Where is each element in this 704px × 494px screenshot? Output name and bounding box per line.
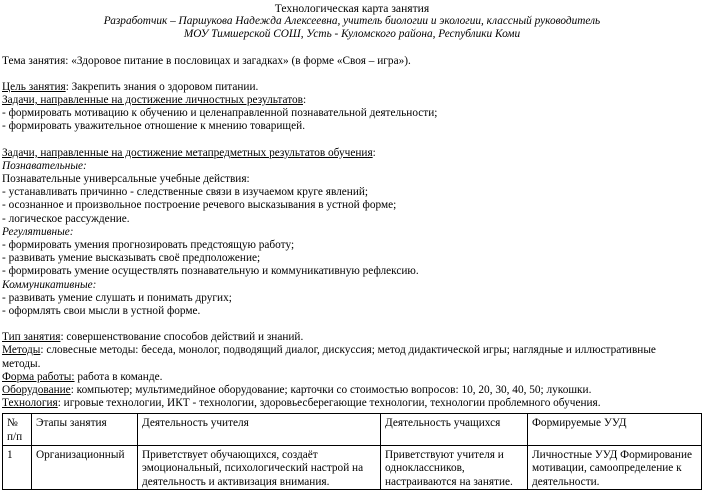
spacer — [2, 68, 702, 81]
technology-label: Технология — [2, 397, 58, 410]
header-num: № п/п — [3, 414, 32, 445]
personal-item: - формировать мотивацию к обучению и целенаправленной познавательной деятельности; — [2, 107, 438, 120]
regulatory-item: - формировать умение осуществлять познавательную и коммуникативную рефлексию. — [2, 265, 419, 278]
goal-label: Цель занятия — [2, 80, 66, 93]
regulatory-item: - развивать умение высказывать своё предположение; — [2, 252, 261, 265]
table-header-row — [3, 414, 702, 445]
meta-heading — [2, 147, 702, 160]
cognitive-item: - осознанное и произвольное построение речевого высказывания в устной форме; — [2, 199, 397, 212]
personal-item: - формировать уважительное отношение к мнению товарищей. — [2, 120, 306, 133]
goal-line — [2, 81, 702, 94]
table-row — [3, 445, 702, 490]
cell-stage: Организационный — [32, 445, 138, 490]
lesson-type-line — [2, 331, 702, 344]
personal-label: Задачи, направленные на достижение личностных результатов — [2, 94, 303, 107]
topic-text: «Здоровое питание в пословицах и загадках» (в форме «Своя – игра»). — [71, 54, 411, 67]
cell-teacher: Приветствует обучающихся, создаёт эмоциональный, психологический настрой на деятельность и активизация внимания. — [138, 445, 381, 490]
developer-line: Разработчик – Паршукова Надежда Алексеевна, учитель биологии и экологии, классный руководитель — [103, 15, 601, 28]
equipment-line — [2, 384, 702, 397]
spacer — [2, 42, 702, 55]
document-title: Технологическая карта занятия — [274, 2, 430, 15]
lesson-stages-table — [2, 413, 702, 490]
regulatory-item: - формировать умения прогнозировать предстоящую работу; — [2, 239, 295, 252]
personal-colon: : — [303, 94, 307, 107]
header-uud: Формируемые УУД — [528, 414, 702, 445]
technology-text: : игровые технологии, ИКТ - технологии, здоровьесберегающие технологии, технологии проблемного обучения. — [57, 397, 601, 410]
spacer — [2, 134, 702, 147]
work-form-text: работа в команде. — [74, 370, 163, 383]
methods-line-cont: методы. — [2, 357, 41, 370]
header-students: Деятельность учащихся — [381, 414, 528, 445]
cell-num: 1 — [3, 445, 32, 490]
spacer — [2, 318, 702, 331]
header-teacher: Деятельность учителя — [138, 414, 381, 445]
cognitive-item: - логическое рассуждение. — [2, 212, 130, 225]
cognitive-heading: Познавательные: — [2, 159, 87, 172]
meta-colon: : — [372, 146, 376, 159]
meta-label: Задачи, направленные на достижение метапредметных результатов обучения — [2, 146, 373, 159]
personal-heading — [2, 94, 702, 107]
topic-line — [2, 55, 702, 68]
cell-students: Приветствуют учителя и одноклассников, настраиваются на занятие. — [381, 445, 528, 490]
communicative-item: - развивать умение слушать и понимать других; — [2, 291, 232, 304]
equipment-text: : компьютер; мультимедийное оборудование; карточки со стоимостью вопросов: 10, 20, 30, 40, 50; лукошки. — [70, 384, 592, 397]
communicative-heading: Коммуникативные: — [2, 278, 97, 291]
school-line: МОУ Тимшерской СОШ, Усть - Куломского района, Республики Коми — [183, 28, 521, 41]
equipment-label: Оборудование — [2, 384, 71, 397]
regulatory-heading: Регулятивные: — [2, 225, 74, 238]
work-form-label: Форма работы: — [2, 370, 75, 383]
document-page — [2, 2, 702, 490]
cognitive-intro: Познавательные универсальные учебные действия: — [2, 173, 250, 186]
lesson-type-label: Тип занятия — [2, 331, 61, 344]
goal-text: : Закрепить знания о здоровом питании. — [65, 80, 259, 93]
communicative-item: - оформлять свои мысли в устной форме. — [2, 305, 201, 318]
technology-line — [2, 397, 702, 410]
methods-line — [2, 344, 702, 357]
cognitive-item: - устанавливать причинно - следственные связи в изучаемом круге явлений; — [2, 186, 369, 199]
header-stage: Этапы занятия — [32, 414, 138, 445]
work-form-line — [2, 371, 702, 384]
methods-label: Методы — [2, 344, 41, 357]
methods-text: : словесные методы: беседа, монолог, подводящий диалог, дискуссия; метод дидактической игры; наглядные и иллюстративные — [40, 344, 656, 357]
cell-uud: Личностные УУД Формирование мотивации, самоопределение к деятельности. — [528, 445, 702, 490]
topic-label: Тема занятия: — [2, 54, 69, 67]
lesson-type-text: : совершенствование способов действий и знаний. — [60, 331, 304, 344]
